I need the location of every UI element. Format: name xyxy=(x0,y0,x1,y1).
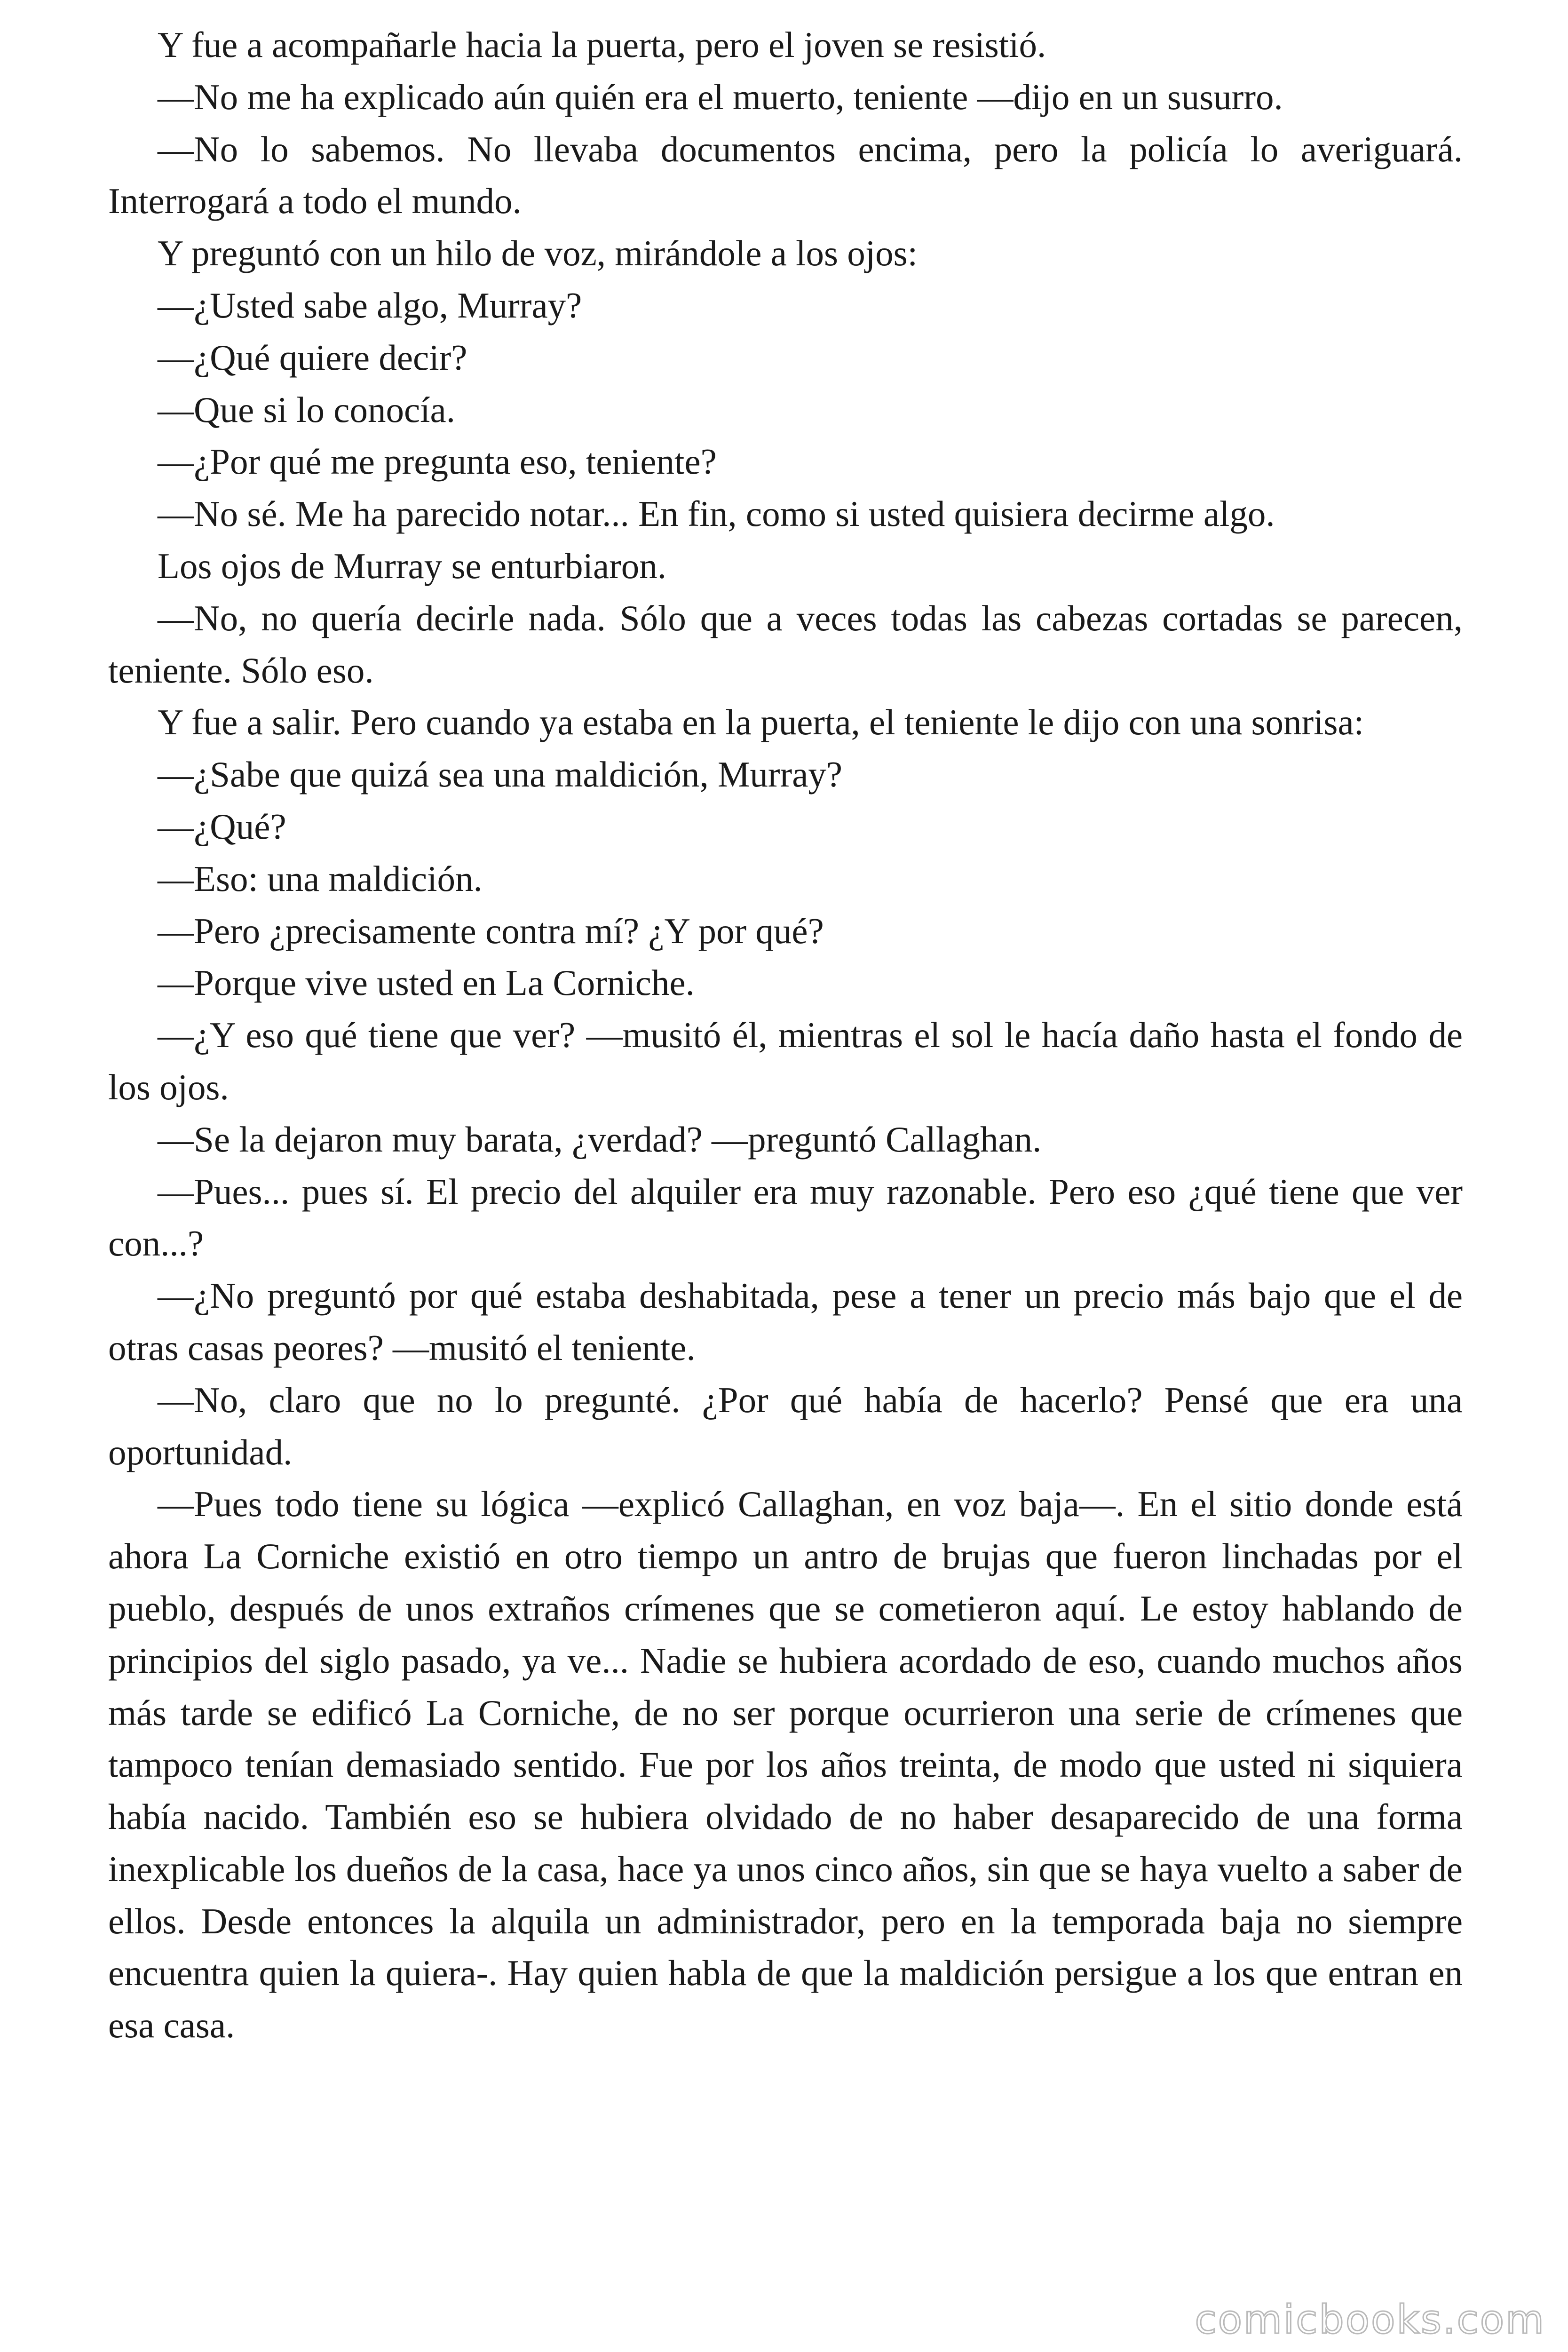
paragraph: —Eso: una maldición. xyxy=(158,858,483,899)
paragraph: —Que si lo conocía. xyxy=(158,389,455,430)
paragraph: —¿Qué quiere decir? xyxy=(158,337,467,378)
paragraph: —¿No preguntó por qué estaba deshabitada, pese a tener un precio más bajo que el de otras casas peores? —musitó el teniente. xyxy=(108,1275,1463,1368)
paragraph: —No lo sabemos. No llevaba documentos encima, pero la policía lo averiguará. Interrogará a todo el mundo. xyxy=(108,128,1463,222)
paragraph: —¿Usted sabe algo, Murray? xyxy=(158,285,582,326)
book-page-text xyxy=(108,19,1463,2051)
paragraph: —Se la dejaron muy barata, ¿verdad? —preguntó Callaghan. xyxy=(158,1119,1042,1160)
paragraph: —No me ha explicado aún quién era el muerto, teniente —dijo en un susurro. xyxy=(158,76,1283,117)
paragraph: —Pero ¿precisamente contra mí? ¿Y por qué? xyxy=(158,910,824,951)
paragraph: Y fue a acompañarle hacia la puerta, pero el joven se resistió. xyxy=(158,24,1046,65)
paragraph: —Pues... pues sí. El precio del alquiler era muy razonable. Pero eso ¿qué tiene que ver con...? xyxy=(108,1171,1463,1264)
paragraph: —¿Y eso qué tiene que ver? —musitó él, mientras el sol le hacía daño hasta el fondo de los ojos. xyxy=(108,1015,1463,1107)
paragraph: Y preguntó con un hilo de voz, mirándole a los ojos: xyxy=(158,233,918,274)
paragraph: —No sé. Me ha parecido notar... En fin, como si usted quisiera decirme algo. xyxy=(158,493,1275,534)
paragraph: —No, claro que no lo pregunté. ¿Por qué había de hacerlo? Pensé que era una oportunidad. xyxy=(108,1379,1463,1472)
paragraph: Los ojos de Murray se enturbiaron. xyxy=(158,545,667,586)
paragraph: —¿Sabe que quizá sea una maldición, Murray? xyxy=(158,754,843,795)
paragraph: —No, no quería decirle nada. Sólo que a veces todas las cabezas cortadas se parecen, teniente. Sólo eso. xyxy=(108,597,1463,691)
paragraph: —¿Qué? xyxy=(158,806,286,847)
watermark: comicbooks.com xyxy=(1195,2296,1545,2343)
paragraph: —Porque vive usted en La Corniche. xyxy=(158,962,695,1003)
paragraph: —Pues todo tiene su lógica —explicó Callaghan, en voz baja—. En el sitio donde está ahora La Corniche existió en otro tiempo un antro de brujas que fueron linchadas por el pueblo, después de unos extraños crímenes que se cometieron aquí. Le estoy hablando de principios del siglo pasado, ya ve... Nadie se hubiera acordado de eso, cuando muchos años más tarde se edificó La Corniche, de no ser porque ocurrieron una serie de crímenes que tampoco tenían demasiado sentido. Fue por los años treinta, de modo que usted ni siquiera había nacido. También eso se hubiera olvidado de no haber desaparecido de una forma inexplicable los dueños de la casa, hace ya unos cinco años, sin que se haya vuelto a saber de ellos. Desde entonces la alquila un administrador, pero en la temporada baja no siempre encuentra quien la quiera-. Hay quien habla de que la maldición persigue a los que entran en esa casa. xyxy=(108,1484,1463,2046)
paragraph: Y fue a salir. Pero cuando ya estaba en la puerta, el teniente le dijo con una sonrisa: xyxy=(158,702,1364,743)
paragraph: —¿Por qué me pregunta eso, teniente? xyxy=(158,441,717,482)
